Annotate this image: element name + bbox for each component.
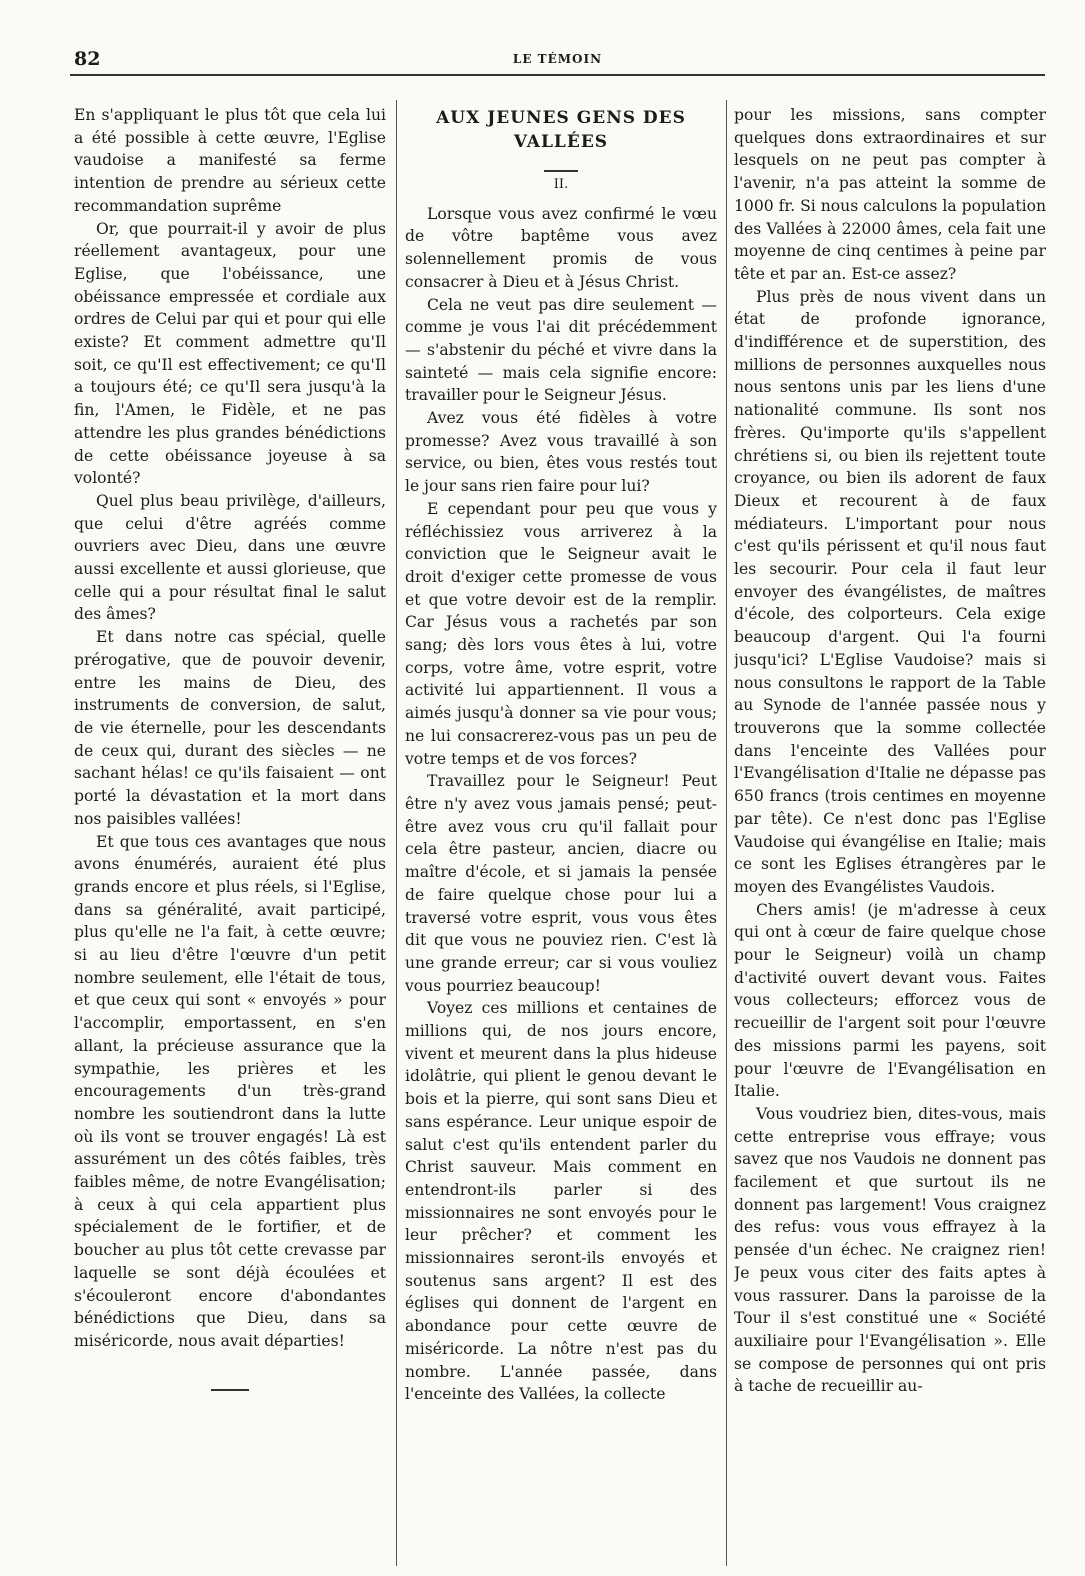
section-end-rule (211, 1389, 249, 1391)
paragraph: Et dans notre cas spécial, quelle prérogative, que de pouvoir devenir, entre les mains de Dieu, des instruments de conversion, de salut, de vie éternelle, pour les descendants de ceux qui, durant des siècles — ne sachant hélas! ce qu'ils faisaient — ont porté la dévastation et la mort dans nos paisibles vallées! (74, 628, 386, 828)
paragraph: Cela ne veut pas dire seulement — comme je vous l'ai dit précédemment — s'abstenir du péché et vivre dans la sainteté — mais cela signifie encore: travailler pour le Seigneur Jésus. (405, 295, 717, 405)
paragraph: Quel plus beau privilège, d'ailleurs, que celui d'être agréés comme ouvriers avec Dieu, dans une œuvre aussi excellente et aussi glorieuse, que celle qui a pour résultat final le salut des âmes? (74, 491, 386, 624)
page-header (70, 44, 1045, 74)
paragraph: Plus près de nous vivent dans un état de profonde ignorance, d'indifférence et de superstition, des millions de personnes auxquelles nous nous sentons unis par les liens d'une nationalité commune. Ils sont nos frères. Qu'importe qu'ils s'appellent chrétiens si, ou bien ils rejettent toute croyance, ou bien ils adorent de faux Dieux et recourent à de faux médiateurs. L'important pour nous c'est qu'ils périssent et qu'il nous faut les secourir. Pour cela il faut leur envoyer des évangélistes, de maîtres d'école, des colporteurs. Cela exige beaucoup d'argent. Qui l'a fourni jusqu'ici? L'Eglise Vaudoise? mais si nous consultons le rapport de la Table au Synode de l'année passée nous y trouverons que la somme collectée dans l'enceinte des Vallées pour l'Evangélisation d'Italie ne dépasse pas 650 francs (trois centimes en moyenne par tête). Ce n'est donc pas l'Eglise Vaudoise qui évangélise en Italie; mais ce sont les Eglises étrangères par le moyen des Evangélistes Vaudois. (734, 287, 1046, 896)
text-column-2 (405, 104, 717, 1566)
page-number: 82 (74, 48, 101, 70)
journal-title: LE TÉMOIN (512, 52, 603, 66)
text-column-1 (74, 104, 386, 1566)
header-rule (70, 74, 1045, 76)
paragraph: E cependant pour peu que vous y réfléchissiez vous arriverez à la conviction que le Seigneur avait le droit d'exiger cette promesse de vous et que votre devoir est de la remplir. Car Jésus vous a rachetés par son sang; dès lors vous êtes à lui, votre corps, votre âme, votre esprit, votre activité lui appartiennent. Il vous a aimés jusqu'à donner sa vie pour vous; ne lui consacrerez-vous pas un peu de votre temps et de vos forces? (405, 499, 717, 768)
column-divider (726, 100, 727, 1566)
article-section-number: II. (553, 177, 569, 192)
text-column-3 (734, 104, 1046, 1566)
paragraph: pour les missions, sans compter quelques dons extraordinaires et sur lesquels on ne peut pas compter à l'avenir, n'a pas atteint la somme de 1000 fr. Si nous calculons la population des Vallées à 22000 âmes, cela fait une moyenne de cinq centimes à peine par tête et par an. Est-ce assez? (734, 106, 1046, 283)
title-rule (544, 170, 578, 172)
column-divider (396, 100, 397, 1566)
paragraph: Vous voudriez bien, dites-vous, mais cette entreprise vous effraye; vous savez que nos Vaudois ne donnent pas facilement et que surtout ils ne donnent pas largement! Vous craignez des refus: vous vous effrayez à la pensée d'un échec. Ne craignez rien! Je peux vous citer des faits aptes à vous rassurer. Dans la paroisse de la Tour il s'est constitué une « Société auxiliaire pour l'Evangélisation ». Elle se compose de personnes qui ont pris à tache de recueillir au- (734, 1104, 1046, 1396)
paragraph: Travaillez pour le Seigneur! Peut être n'y avez vous jamais pensé; peut-être avez vous cru qu'il fallait pour cela être pasteur, ancien, diacre ou maître d'école, et si jamais la pensée de faire quelque chose pour lui a traversé votre esprit, vous vous êtes dit que vous ne pouviez rien. C'est là une grande erreur; car si vous vouliez vous pourriez beaucoup! (405, 772, 717, 995)
paragraph: Chers amis! (je m'adresse à ceux qui ont à cœur de faire quelque chose pour le Seigneur) voilà un champ d'activité ouvert devant vous. Faites vous collecteurs; efforcez vous de recueillir de l'argent soit pour l'œuvre des missions parmi les payens, soit pour l'œuvre de l'Evangélisation en Italie. (734, 900, 1046, 1101)
paragraph: Voyez ces millions et centaines de millions qui, de nos jours encore, vivent et meurent dans la plus hideuse idolâtrie, qui plient le genou devant le bois et la pierre, qui sont sans Dieu et sans espérance. Leur unique espoir de salut c'est qu'ils entendent parler du Christ sauveur. Mais comment en entendront-ils parler si des missionnaires ne sont envoyés pour le leur prêcher? et comment les missionnaires seront-ils envoyés et soutenus sans argent? Il est des églises qui donnent de l'argent en abondance pour cette œuvre de miséricorde. La nôtre n'est pas du nombre. L'année passée, dans l'enceinte des Vallées, la collecte (405, 999, 717, 1404)
paragraph: Avez vous été fidèles à votre promesse? Avez vous travaillé à son service, ou bien, êtes vous restés tout le jour sans rien faire pour lui? (405, 409, 717, 496)
paragraph: Lorsque vous avez confirmé le vœu de vôtre baptême vous avez solennellement promis de vous consacrer à Dieu et à Jésus Christ. (405, 204, 717, 291)
article-title: AUX JEUNES GENS DES VALLÉES (436, 108, 686, 152)
paragraph: En s'appliquant le plus tôt que cela lui a été possible à cette œuvre, l'Eglise vaudoise a manifesté sa ferme intention de prendre au sérieux cette recommandation suprême (74, 106, 386, 215)
paragraph: Or, que pourrait-il y avoir de plus réellement avantageux, pour une Eglise, que l'obéissance, une obéissance empressée et cordiale aux ordres de Celui par qui et pour qui elle existe? Et comment admettre qu'Il soit, ce qu'Il est effectivement; ce qu'Il a toujours été; ce qu'Il sera jusqu'à la fin, l'Amen, le Fidèle, et ne pas attendre les plus grandes bénédictions de cette obéissance joyeuse à sa volonté? (74, 219, 386, 488)
paragraph: Et que tous ces avantages que nous avons énumérés, auraient été plus grands encore et plus réels, si l'Eglise, dans sa généralité, avait participé, plus qu'elle ne l'a fait, à cette œuvre; si au lieu d'être l'œuvre d'un petit nombre seulement, elle l'était de tous, et que ceux qui sont « envoyés » pour l'accomplir, emportassent, en s'en allant, la précieuse assurance que la sympathie, les prières et les encouragements d'un très-grand nombre les soutiendront dans la lutte où ils vont se trouver engagés! Là est assurément un des côtés faibles, très faibles même, de notre Evangélisation; à ceux à qui cela appartient plus spécialement de le fortifier, et de boucher au plus tôt cette crevasse par laquelle se sont déjà écoulées et s'écouleront encore d'abondantes bénédictions que Dieu, dans sa miséricorde, nous avait départies! (74, 832, 386, 1350)
